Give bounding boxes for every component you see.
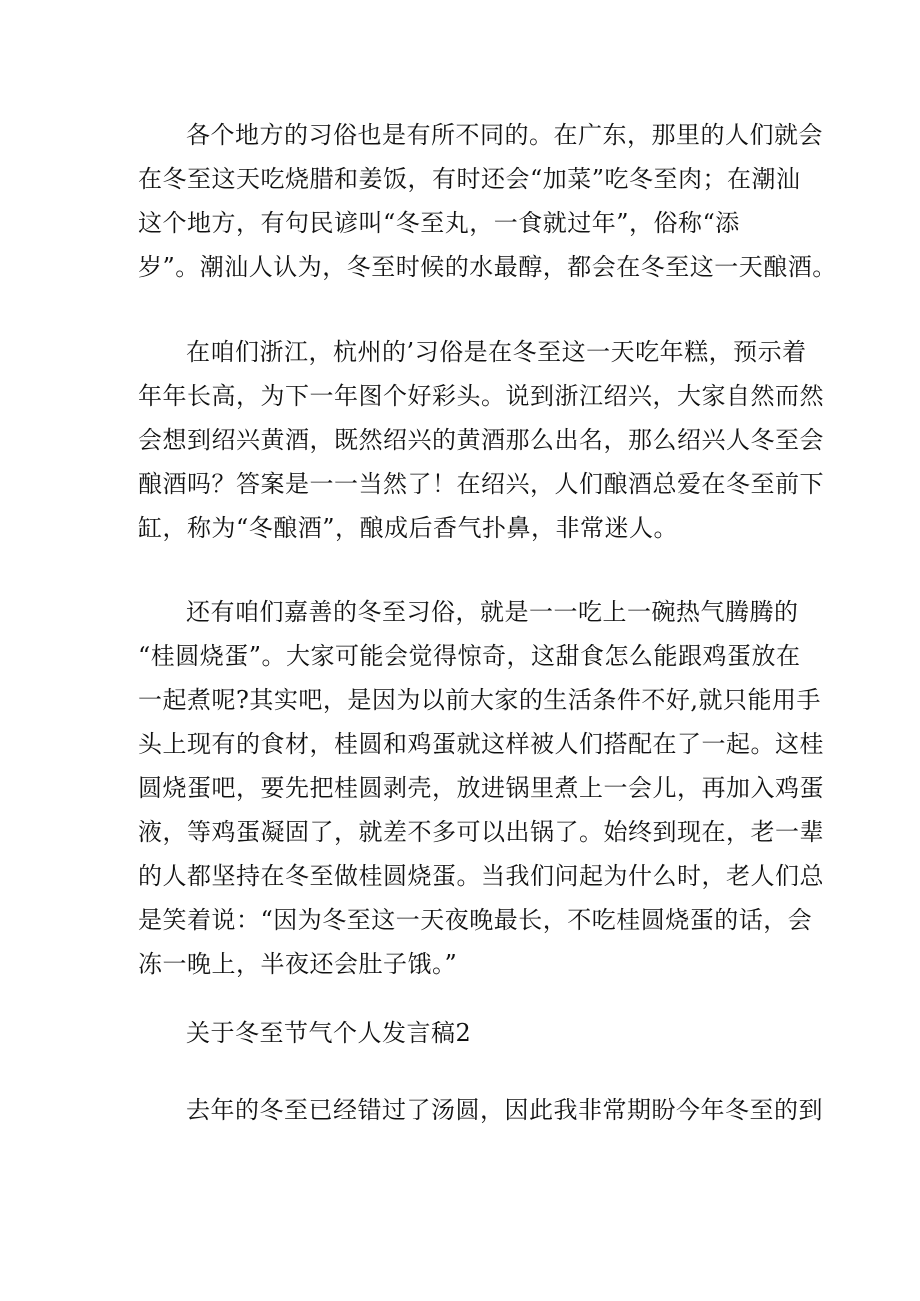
section-heading [138, 1011, 788, 1055]
paragraph-guangdong-chaoshan [138, 113, 837, 289]
paragraph-line: 酿酒吗？答案是一一当然了！在绍兴，人们酿酒总爱在冬至前下 [138, 470, 824, 498]
paragraph-line: 年年长高，为下一年图个好彩头。说到浙江绍兴，大家自然而然 [138, 382, 824, 410]
paragraph-line: 在咱们浙江，杭州的’习俗是在冬至这一天吃年糕，预示着 [186, 338, 807, 366]
paragraph-line: 头上现有的食材，桂圆和鸡蛋就这样被人们搭配在了一起。这桂 [138, 730, 824, 758]
section-heading-text: 关于冬至节气个人发言稿2 [186, 1019, 472, 1047]
paragraph-last-year [138, 1088, 823, 1132]
paragraph-line: 冻一晚上，半夜还会肚子饿。” [138, 950, 458, 978]
paragraph-line: 是笑着说：“因为冬至这一天夜晚最长，不吃桂圆烧蛋的话，会 [138, 906, 813, 934]
paragraph-zhejiang [138, 330, 824, 550]
paragraph-line: 圆烧蛋吧，要先把桂圆剥壳，放进锅里煮上一会儿，再加入鸡蛋 [138, 774, 824, 802]
paragraph-line: 岁”。潮汕人认为，冬至时候的水最醇，都会在冬至这一天酿酒。 [138, 253, 837, 281]
paragraph-line: 缸，称为“冬酿酒”，酿成后香气扑鼻，非常迷人。 [138, 514, 679, 542]
paragraph-line: 一起煮呢?其实吧，是因为以前大家的生活条件不好,就只能用手 [138, 686, 821, 714]
paragraph-line: 液，等鸡蛋凝固了，就差不多可以出锅了。始终到现在，老一辈 [138, 818, 824, 846]
paragraph-line: 各个地方的习俗也是有所不同的。在广东，那里的人们就会 [186, 121, 823, 149]
paragraph-line: 会想到绍兴黄酒，既然绍兴的黄酒那么出名，那么绍兴人冬至会 [138, 426, 824, 454]
paragraph-line: 去年的冬至已经错过了汤圆，因此我非常期盼今年冬至的到 [186, 1096, 823, 1124]
paragraph-line: 的人都坚持在冬至做桂圆烧蛋。当我们问起为什么时，老人们总 [138, 862, 824, 890]
paragraph-line: 还有咱们嘉善的冬至习俗，就是一一吃上一碗热气腾腾的 [186, 598, 799, 626]
paragraph-line: “桂圆烧蛋”。大家可能会觉得惊奇，这甜食怎么能跟鸡蛋放在 [138, 642, 801, 670]
paragraph-line: 这个地方，有句民谚叫“冬至丸，一食就过年”，俗称“添 [138, 209, 740, 237]
paragraph-line: 在冬至这天吃烧腊和姜饭，有时还会“加菜”吃冬至肉；在潮汕 [138, 165, 801, 193]
paragraph-jiashan [138, 590, 824, 986]
